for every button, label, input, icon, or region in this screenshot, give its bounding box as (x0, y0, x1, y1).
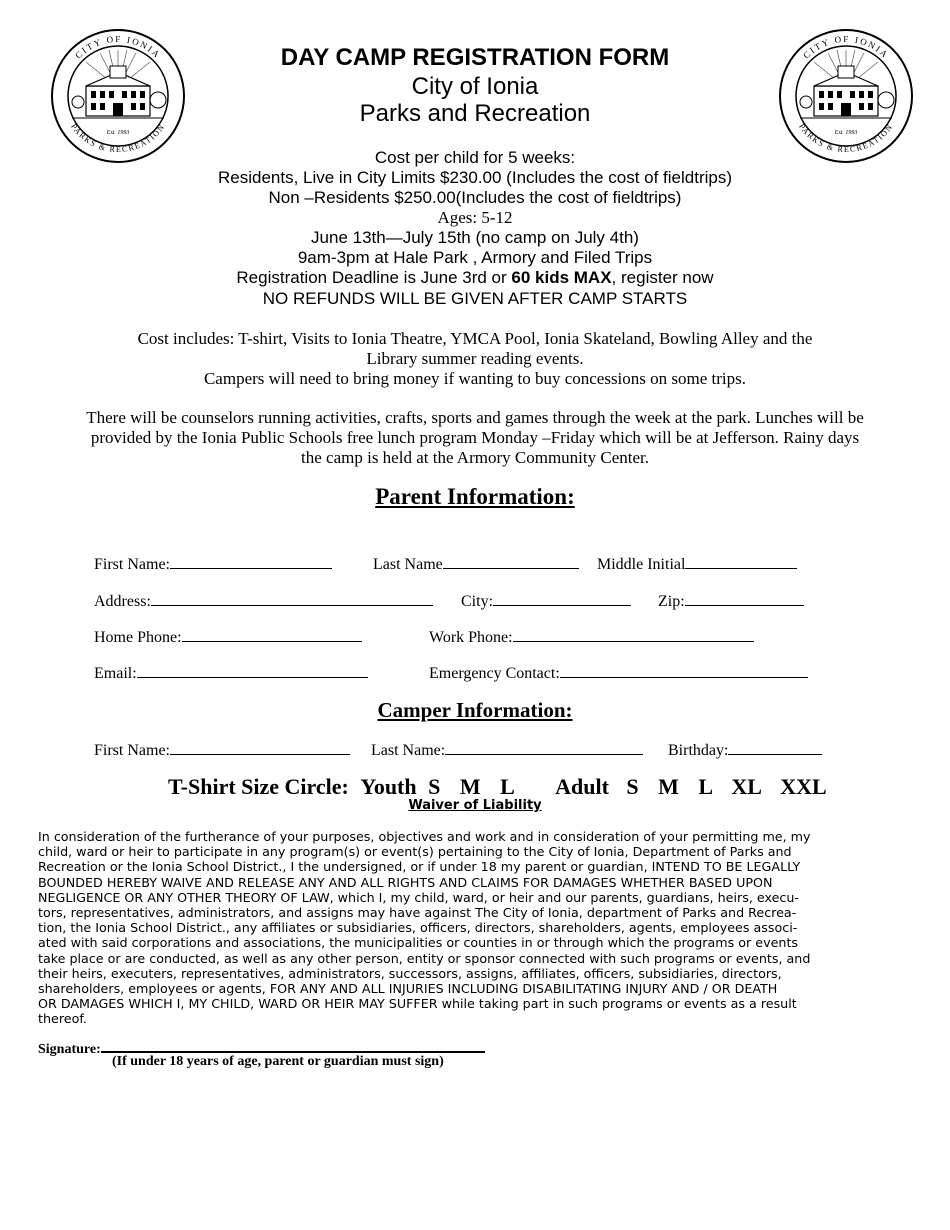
parent-email-label: Email: (94, 665, 137, 682)
camper-last-name-label: Last Name: (371, 742, 446, 759)
tshirt-youth-size-m[interactable]: M (459, 774, 481, 799)
parent-address-field[interactable] (151, 591, 433, 606)
parent-address-label: Address: (94, 593, 151, 610)
parent-last-name-field[interactable] (443, 554, 579, 569)
camp-dates: June 13th—July 15th (no camp on July 4th) (311, 228, 639, 247)
seal-est-text: Est. 1993 (106, 130, 130, 136)
waiver-line: their heirs, executers, representatives, administrators, successors, assigns, affiliates, officers, subsidiaries, directors, (38, 965, 782, 981)
parent-emergency-contact-label: Emergency Contact: (429, 665, 560, 682)
camper-birthday-group (668, 740, 822, 760)
waiver-line: tion, the Ionia School District., any affiliates or subsidiaries, officers, directors, shareholders, agents, employees associ- (38, 920, 798, 936)
description-line3: the camp is held at the Armory Community Center. (301, 448, 649, 467)
parent-first-name-label: First Name: (94, 556, 170, 573)
signature-note: (If under 18 years of age, parent or guardian must sign) (112, 1054, 444, 1069)
deadline-max-kids: 60 kids MAX (511, 268, 612, 287)
waiver-line: OR DAMAGES WHICH I, MY CHILD, WARD OR HEIR MAY SUFFER while taking part in such programs or events as a result (38, 996, 797, 1012)
waiver-body (38, 829, 918, 1027)
cost-residents: Residents, Live in City Limits $230.00 (Includes the cost of fieldtrips) (217, 168, 733, 187)
parent-city-field[interactable] (493, 591, 631, 606)
camp-hours: 9am-3pm at Hale Park , Armory and Filed Trips (297, 248, 653, 267)
cost-heading: Cost per child for 5 weeks: (374, 148, 576, 167)
deadline-post: , register now (611, 268, 714, 287)
tshirt-adult-size-xl[interactable]: XL (731, 774, 761, 799)
parent-first-name-field[interactable] (170, 554, 332, 569)
camper-first-name-label: First Name: (94, 742, 170, 759)
camper-last-name-field[interactable] (445, 740, 643, 755)
waiver-line: tors, representatives, administrators, and assigns may have against The City of Ionia, department of Parks and Recrea- (38, 905, 797, 921)
parent-last-name-label: Last Name (373, 556, 443, 573)
ages-text: Ages: 5-12 (437, 208, 513, 227)
seal-bottom-text: PARKS & RECREATION (69, 122, 167, 155)
includes-line1: Cost includes: T-shirt, Visits to Ionia Theatre, YMCA Pool, Ionia Skateland, Bowling Alley and the (137, 329, 813, 348)
form-subtitle-department: Parks and Recreation (359, 100, 591, 127)
signature-field[interactable] (101, 1039, 485, 1053)
waiver-line: In consideration of the furtherance of your purposes, objectives and work and in consideration of your permitting me, my (38, 829, 811, 844)
tshirt-adult-size-l[interactable]: L (698, 774, 712, 799)
parent-work-phone-field[interactable] (513, 627, 754, 642)
registration-deadline (0, 268, 950, 288)
camper-last-name-group (371, 740, 643, 760)
parent-address-group (94, 591, 433, 611)
parent-middle-initial-group (597, 554, 797, 574)
includes-line3: Campers will need to bring money if wanting to buy concessions on some trips. (203, 369, 747, 388)
parent-work-phone-group (429, 627, 754, 647)
parent-home-phone-field[interactable] (182, 627, 362, 642)
parent-middle-initial-field[interactable] (685, 554, 797, 569)
parent-home-phone-group (94, 627, 362, 647)
waiver-heading: Waiver of Liability (408, 798, 542, 813)
waiver-line: thereof. (38, 1011, 87, 1027)
tshirt-adult-label: Adult (555, 774, 609, 799)
seal-est-text: Est. 1993 (834, 130, 858, 136)
parent-home-phone-label: Home Phone: (94, 629, 182, 646)
parent-zip-label: Zip: (658, 593, 685, 610)
refund-policy: NO REFUNDS WILL BE GIVEN AFTER CAMP STARTS (262, 289, 688, 308)
form-title: DAY CAMP REGISTRATION FORM (280, 44, 670, 71)
parent-city-label: City: (461, 593, 494, 610)
tshirt-size-label: T-Shirt Size Circle: (168, 774, 349, 799)
waiver-line: ated with said corporations and associations, the municipalities or counties in or through which the programs or events (38, 935, 799, 951)
waiver-line: BOUNDED HEREBY WAIVE AND RELEASE ANY AND ALL RIGHTS AND CLAIMS FOR DAMAGES WHETHER BASED UPON (38, 874, 773, 890)
parent-info-heading: Parent Information: (375, 484, 575, 509)
seal-top-text: CITY OF IONIA (73, 33, 163, 61)
parent-last-name-group (373, 554, 579, 574)
waiver-line: child, ward or heir to participate in any program(s) or event(s) pertaining to the City of Ionia, Department of Parks and (38, 844, 792, 860)
parent-middle-initial-label: Middle Initial (597, 556, 686, 573)
waiver-line: take place or are conducted, as well as any other person, entity or sponsor connected with such programs or events, and (38, 950, 811, 966)
tshirt-size-row (168, 774, 827, 800)
parent-emergency-group (429, 663, 808, 683)
waiver-line: Recreation or the Ionia School District., I the undersigned, or if under 18 my parent or guardian, INTEND TO BE LEGALLY (38, 859, 801, 875)
parent-emergency-contact-field[interactable] (560, 663, 808, 678)
camper-birthday-field[interactable] (728, 740, 822, 755)
seal-bottom-text: PARKS & RECREATION (797, 122, 895, 155)
parent-zip-field[interactable] (685, 591, 804, 606)
tshirt-adult-size-xxl[interactable]: XXL (780, 774, 827, 799)
parent-zip-group (658, 591, 804, 611)
waiver-line: NEGLIGENCE OR ANY OTHER THEORY OF LAW, which I, my child, ward, or heir and our parents, guardians, heirs, execu- (38, 889, 799, 905)
description-line2: provided by the Ionia Public Schools free lunch program Monday –Friday which will be at Jefferson. Rainy days (90, 428, 860, 447)
parent-work-phone-label: Work Phone: (429, 629, 513, 646)
camper-first-name-group (94, 740, 350, 760)
seal-top-text: CITY OF IONIA (801, 33, 891, 61)
deadline-pre: Registration Deadline is June 3rd or (236, 268, 512, 287)
parent-email-group (94, 663, 368, 683)
camper-first-name-field[interactable] (170, 740, 350, 755)
waiver-line: shareholders, employees or agents, FOR ANY AND ALL INJURIES INCLUDING DISABILITATING INJURY AND / OR DEATH (38, 981, 778, 997)
tshirt-youth-size-l[interactable]: L (500, 774, 514, 799)
camper-birthday-label: Birthday: (668, 742, 729, 759)
description-line1: There will be counselors running activities, crafts, sports and games through the week at the park. Lunches will be (86, 408, 864, 427)
parent-email-field[interactable] (137, 663, 368, 678)
parent-city-group (461, 591, 631, 611)
includes-line2: Library summer reading events. (366, 349, 584, 368)
tshirt-adult-size-m[interactable]: M (658, 774, 679, 799)
cost-non-residents: Non –Residents $250.00(Includes the cost of fieldtrips) (268, 188, 682, 207)
form-subtitle-city: City of Ionia (411, 73, 539, 100)
camper-info-heading: Camper Information: (377, 698, 573, 722)
tshirt-adult-size-s[interactable]: S (626, 774, 639, 799)
signature-label: Signature: (38, 1042, 101, 1057)
parent-name-row (94, 554, 332, 574)
tshirt-youth-label: Youth (360, 774, 417, 799)
tshirt-youth-size-s[interactable]: S (428, 774, 441, 799)
